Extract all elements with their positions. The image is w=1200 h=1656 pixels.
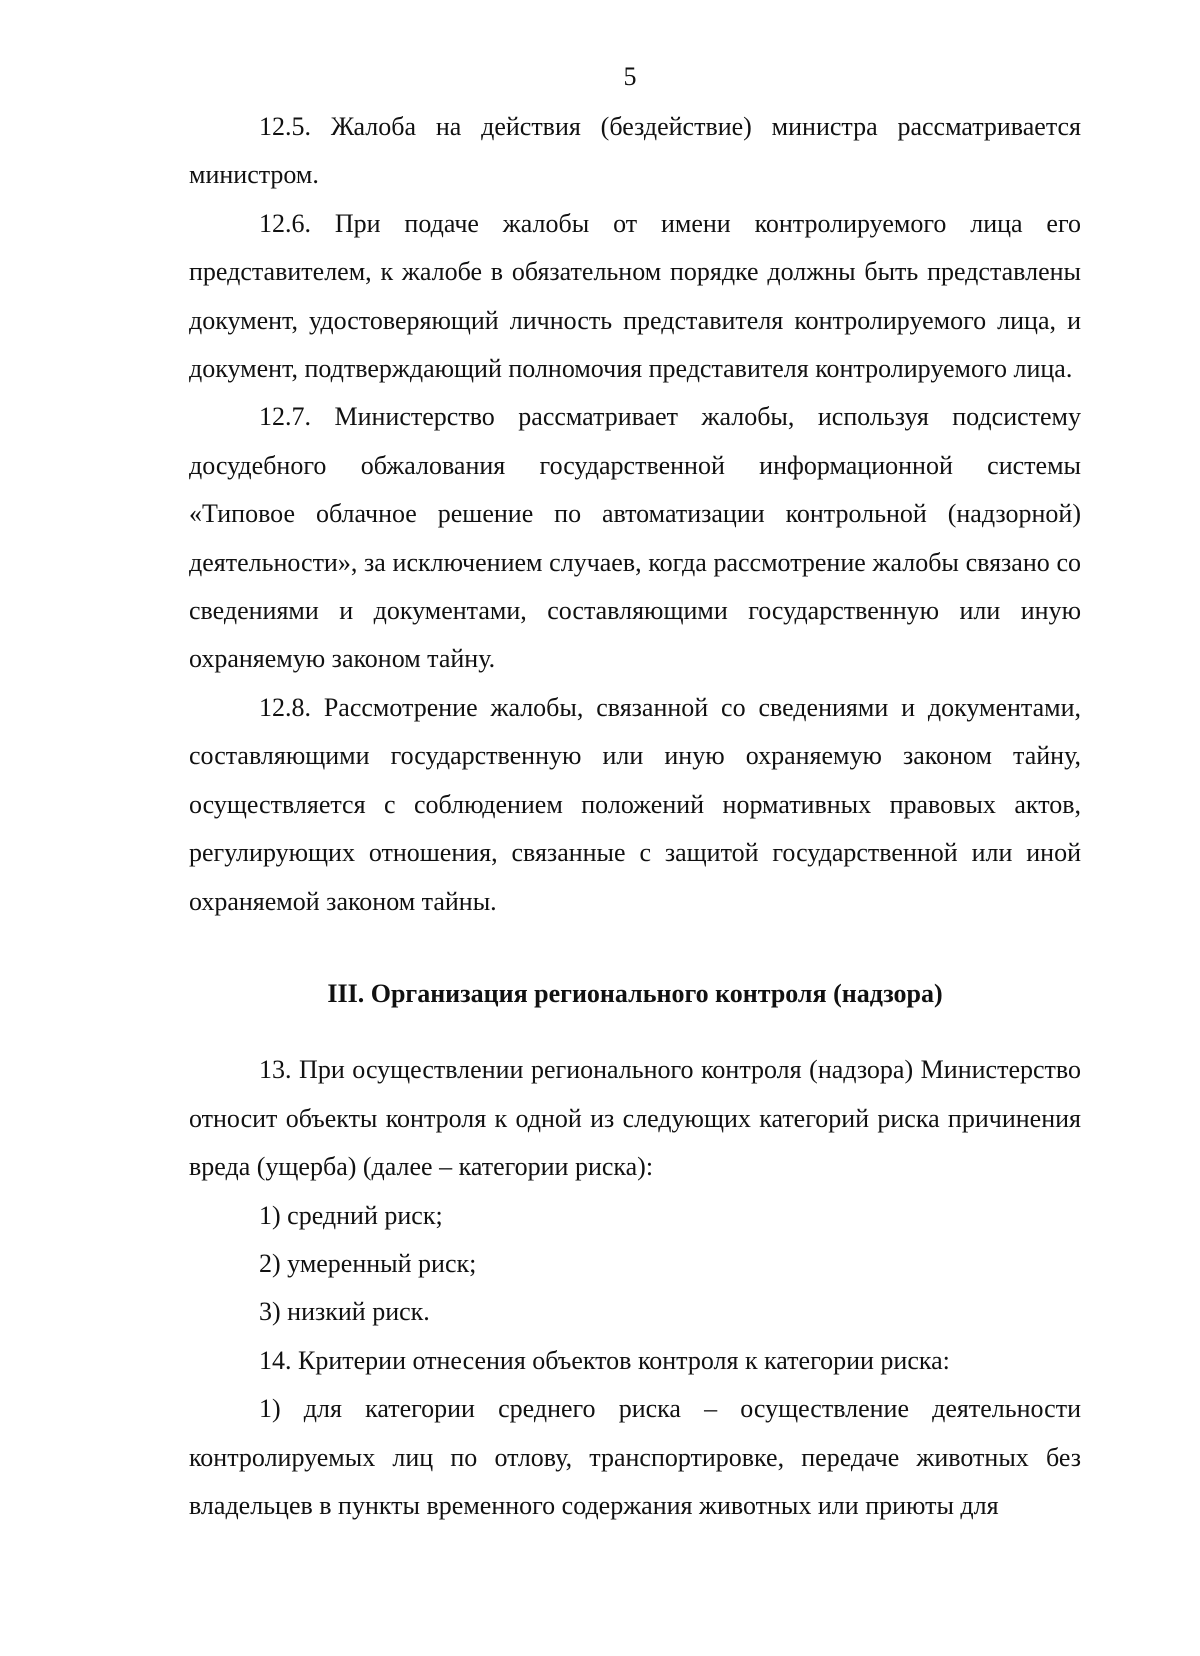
risk-category-item: 3) низкий риск. xyxy=(259,1297,430,1327)
risk-category-item: 2) умеренный риск; xyxy=(259,1248,477,1278)
paragraph-12-7: 12.7. Министерство рассматривает жалобы, используя подсистему досудебного обжалования государственной информационной системы «Типовое облачное решение по автоматизации контрольной (надзорной) деятельности», за исключением случаев, когда рассмотрение жалобы связано со сведениями и документами, составляющими государственную или иную охраняемую законом тайну. xyxy=(189,402,1081,674)
paragraph-12-6: 12.6. При подаче жалобы от имени контролируемого лица его представителем, к жалобе в обязательном порядке должны быть представлены документ, удостоверяющий личность представителя контролируемого лица, и документ, подтверждающий полномочия представителя контролируемого лица. xyxy=(189,208,1081,384)
paragraph-12-5: 12.5. Жалоба на действия (бездействие) министра рассматривается министром. xyxy=(189,112,1081,190)
paragraph-12-8: 12.8. Рассмотрение жалобы, связанной со сведениями и документами, составляющими государственную или иную охраняемую законом тайну, осуществляется с соблюдением положений нормативных правовых актов, регулирующих отношения, связанные с защитой государственной или иной охраняемой законом тайны. xyxy=(189,692,1081,916)
paragraph-14: 14. Критерии отнесения объектов контроля к категории риска: xyxy=(259,1345,950,1375)
section-heading: III. Организация регионального контроля (надзора) xyxy=(327,978,943,1008)
page-number: 5 xyxy=(623,62,637,91)
risk-category-item: 1) средний риск; xyxy=(259,1200,443,1230)
paragraph-14-1: 1) для категории среднего риска – осуществление деятельности контролируемых лиц по отлову, транспортировке, передаче животных без владельцев в пункты временного содержания животных или приюты для xyxy=(189,1394,1081,1520)
document-body xyxy=(189,103,1081,1530)
paragraph-13: 13. При осуществлении регионального контроля (надзора) Министерство относит объекты контроля к одной из следующих категорий риска причинения вреда (ущерба) (далее – категории риска): xyxy=(189,1055,1081,1182)
